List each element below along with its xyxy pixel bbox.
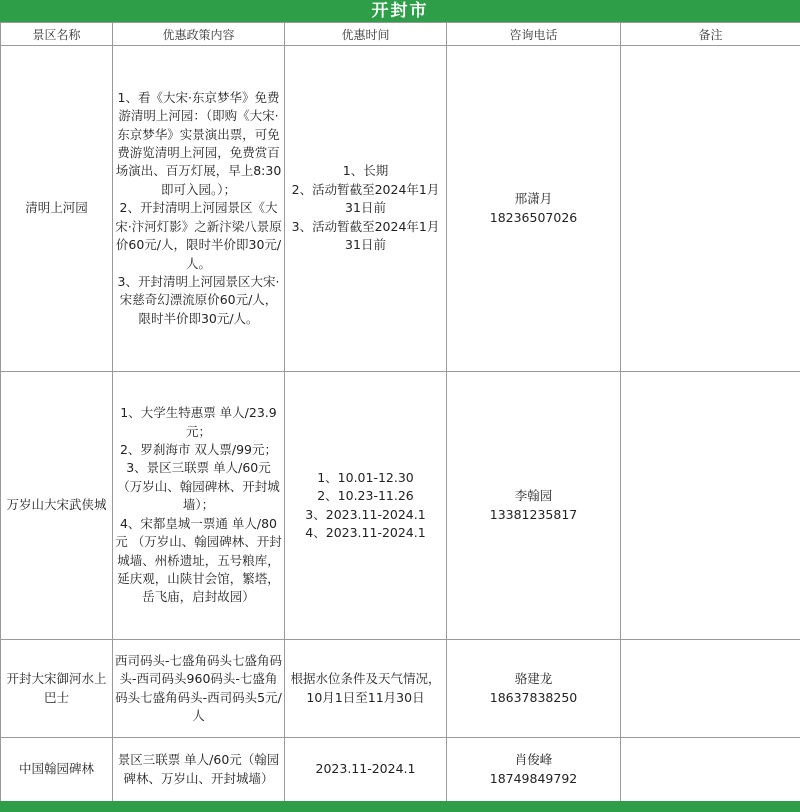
contact-name: 骆建龙	[514, 671, 553, 687]
time-cell: 2023.11-2024.1	[285, 738, 447, 802]
contact-name: 肖俊峰	[514, 752, 553, 768]
note-cell	[621, 738, 800, 802]
contact-cell	[447, 372, 621, 640]
column-header-name: 景区名称	[1, 23, 113, 46]
scenic-name-cell: 万岁山大宋武侠城	[1, 372, 113, 640]
table-row	[1, 640, 800, 738]
header-row	[1, 23, 800, 46]
phone-number: 18637838250	[489, 689, 578, 705]
scenic-name-cell: 清明上河园	[1, 46, 113, 372]
column-header-time: 优惠时间	[285, 23, 447, 46]
policy-cell: 1、大学生特惠票 单人/23.9元； 2、罗刹海市 双人票/99元； 3、景区三联票 单人/60元 （万岁山、翰园碑林、开封城墙）； 4、宋都皇城一票通 单人/80元 （万岁山、翰园碑林、开封城墙、州桥遗址，五号粮库，延庆观，山陕甘会馆，繁塔，岳飞庙，启封故园）	[113, 372, 285, 640]
note-cell	[621, 372, 800, 640]
policy-cell: 西司码头-七盛角码头七盛角码头-西司码头960码头-七盛角码头七盛角码头-西司码头5元/人	[113, 640, 285, 738]
phone-number: 18749849792	[489, 770, 578, 786]
column-header-note: 备注	[621, 23, 800, 46]
phone-number: 13381235817	[489, 506, 578, 522]
contact-cell	[447, 738, 621, 802]
table-row	[1, 372, 800, 640]
policy-cell: 景区三联票 单人/60元（翰园碑林、万岁山、开封城墙）	[113, 738, 285, 802]
policy-cell: 1、看《大宋·东京梦华》免费游清明上河园：（即购《大宋·东京梦华》实景演出票，可免费游览清明上河园，免费赏百场演出、百万灯展，早上8:30即可入园。）； 2、开封清明上河园景区《大宋·汴河灯影》之新汴梁八景原价60元/人，限时半价即30元/人。 3、开封清明上河园景区大宋·宋慈奇幻漂流原价60元/人，限时半价即30元/人。	[113, 46, 285, 372]
note-cell	[621, 46, 800, 372]
table-title: 开封市	[0, 0, 800, 22]
next-section-header	[0, 801, 800, 812]
time-cell: 根据水位条件及天气情况，10月1日至11月30日	[285, 640, 447, 738]
scenic-name-cell: 开封大宋御河水上巴士	[1, 640, 113, 738]
time-cell: 1、10.01-12.30 2、10.23-11.26 3、2023.11-2024.1 4、2023.11-2024.1	[285, 372, 447, 640]
column-header-policy: 优惠政策内容	[113, 23, 285, 46]
contact-cell	[447, 640, 621, 738]
table-row	[1, 46, 800, 372]
phone-number: 18236507026	[489, 209, 578, 225]
scenic-name-cell: 中国翰园碑林	[1, 738, 113, 802]
contact-name: 邢潇月	[514, 191, 553, 207]
time-cell: 1、长期 2、活动暂截至2024年1月31日前 3、活动暂截至2024年1月31日前	[285, 46, 447, 372]
contact-name: 李翰园	[514, 488, 553, 504]
column-header-phone: 咨询电话	[447, 23, 621, 46]
note-cell	[621, 640, 800, 738]
table-row	[1, 738, 800, 802]
discount-table	[0, 22, 800, 802]
contact-cell	[447, 46, 621, 372]
